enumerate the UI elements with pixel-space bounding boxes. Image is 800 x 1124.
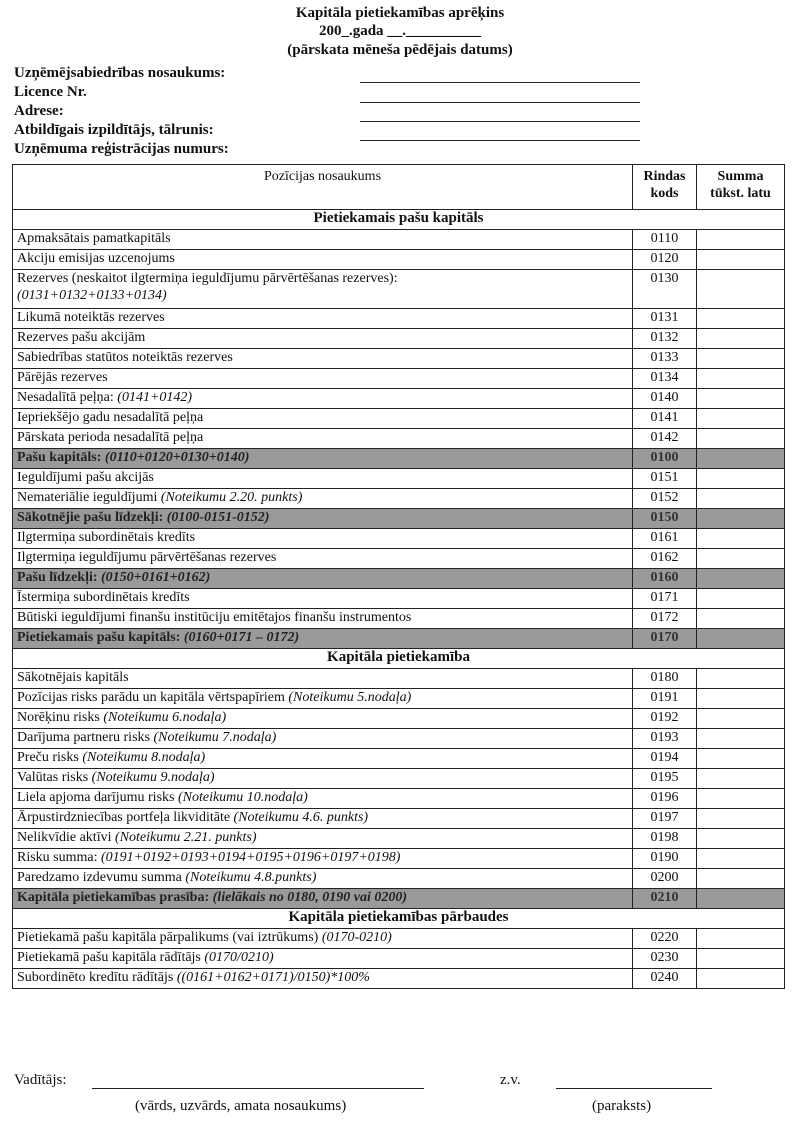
capital-table [12, 164, 785, 989]
row-sum-cell[interactable] [697, 729, 785, 749]
row-label: Iepriekšējo gadu nesadalītā peļņa [17, 410, 204, 425]
row-sum-cell[interactable] [697, 669, 785, 689]
row-code: 0194 [633, 749, 697, 769]
table-row [13, 709, 785, 729]
row-name [13, 369, 633, 389]
director-line[interactable] [92, 1088, 424, 1089]
row-name [13, 809, 633, 829]
row-name [13, 729, 633, 749]
row-formula: (0110+0120+0130+0140) [104, 450, 250, 465]
row-sum-cell[interactable] [697, 469, 785, 489]
address-label: Adrese: [14, 103, 64, 119]
table-row [13, 929, 785, 949]
row-code: 0132 [633, 329, 697, 349]
row-sum-cell[interactable] [697, 329, 785, 349]
table-row [13, 889, 785, 909]
table-row [13, 689, 785, 709]
row-formula: (0160+0171 – 0172) [183, 630, 300, 645]
row-name [13, 569, 633, 589]
company-name-label: Uzņēmējsabiedrības nosaukums: [14, 65, 226, 81]
row-code: 0160 [633, 569, 697, 589]
section-row [13, 210, 785, 230]
row-sum-cell[interactable] [697, 489, 785, 509]
row-name [13, 349, 633, 369]
row-code: 0142 [633, 429, 697, 449]
row-name [13, 429, 633, 449]
row-code: 0172 [633, 609, 697, 629]
row-label: Ilgtermiņa ieguldījumu pārvērtēšanas rezerves [17, 550, 277, 565]
row-sum-cell[interactable] [697, 789, 785, 809]
row-sum-cell[interactable] [697, 849, 785, 869]
row-formula: (Noteikumu 7.nodaļa) [153, 730, 277, 745]
row-code: 0170 [633, 629, 697, 649]
row-name [13, 769, 633, 789]
row-formula: (lielākais no 0180, 0190 vai 0200) [212, 890, 408, 905]
row-formula: (Noteikumu 5.nodaļa) [288, 690, 412, 705]
row-label: Nemateriālie ieguldījumi [17, 490, 158, 505]
table-row [13, 509, 785, 529]
row-code: 0140 [633, 389, 697, 409]
row-code: 0100 [633, 449, 697, 469]
row-sum-cell[interactable] [697, 509, 785, 529]
table-row [13, 849, 785, 869]
row-sum-cell[interactable] [697, 689, 785, 709]
row-formula: (0141+0142) [117, 390, 193, 405]
row-name [13, 709, 633, 729]
licence-line[interactable] [360, 102, 640, 103]
row-sum-cell[interactable] [697, 569, 785, 589]
row-code: 0210 [633, 889, 697, 909]
signature-line[interactable] [556, 1088, 712, 1089]
col-sum-header: Summa tūkst. latu [697, 165, 785, 210]
row-sum-cell[interactable] [697, 709, 785, 729]
row-label: Ilgtermiņa subordinētais kredīts [17, 530, 196, 545]
row-label: Nelikvīdie aktīvi [17, 830, 112, 845]
row-sum-cell[interactable] [697, 409, 785, 429]
row-code: 0193 [633, 729, 697, 749]
table-row [13, 869, 785, 889]
row-name [13, 689, 633, 709]
row-name [13, 629, 633, 649]
row-name [13, 849, 633, 869]
table-row [13, 769, 785, 789]
table-row [13, 729, 785, 749]
row-label: Pietiekamais pašu kapitāls: [17, 630, 181, 645]
section-title: Pietiekamais pašu kapitāls [13, 210, 785, 230]
row-label: Ārpustirdzniecības portfeļa likviditāte [17, 810, 231, 825]
row-label: Risku summa: [17, 850, 98, 865]
row-code: 0131 [633, 309, 697, 329]
table-row [13, 609, 785, 629]
table-row [13, 569, 785, 589]
table-row [13, 469, 785, 489]
row-sum-cell[interactable] [697, 309, 785, 329]
row-code: 0150 [633, 509, 697, 529]
row-code: 0141 [633, 409, 697, 429]
row-sum-cell[interactable] [697, 549, 785, 569]
row-formula: (Noteikumu 4.6. punkts) [233, 810, 369, 825]
row-code: 0230 [633, 949, 697, 969]
row-sum-cell[interactable] [697, 969, 785, 989]
name-caption: (vārds, uzvārds, amata nosaukums) [135, 1098, 347, 1114]
row-name [13, 869, 633, 889]
table-row [13, 270, 785, 309]
row-formula: (0191+0192+0193+0194+0195+0196+0197+0198) [101, 850, 401, 865]
table-row [13, 329, 785, 349]
row-formula: (0170-0210) [321, 930, 392, 945]
row-code: 0152 [633, 489, 697, 509]
row-formula: (0150+0161+0162) [101, 570, 211, 585]
row-code: 0151 [633, 469, 697, 489]
row-sum-cell[interactable] [697, 929, 785, 949]
row-label: Subordinēto kredītu rādītājs [17, 970, 174, 985]
table-row [13, 629, 785, 649]
row-sum-cell[interactable] [697, 589, 785, 609]
row-name [13, 749, 633, 769]
table-row [13, 589, 785, 609]
row-label: Liela apjoma darījumu risks [17, 790, 175, 805]
row-formula: (0100-0151-0152) [166, 510, 270, 525]
row-label: Nesadalītā peļņa: [17, 390, 114, 405]
row-label: Sabiedrības statūtos noteiktās rezerves [17, 350, 233, 365]
row-label: Pietiekamā pašu kapitāla rādītājs [17, 950, 201, 965]
row-label: Pārējās rezerves [17, 370, 108, 385]
executor-line[interactable] [360, 140, 640, 141]
row-name [13, 250, 633, 270]
row-name [13, 230, 633, 250]
row-code: 0196 [633, 789, 697, 809]
section-title: Kapitāla pietiekamība [13, 649, 785, 669]
row-code: 0171 [633, 589, 697, 609]
row-label: Rezerves (neskaitot ilgtermiņa ieguldījumu pārvērtēšanas rezerves): [17, 271, 398, 286]
registration-label: Uzņēmuma reģistrācijas numurs: [14, 141, 229, 157]
row-label: Pietiekamā pašu kapitāla pārpalikums (vai iztrūkums) [17, 930, 319, 945]
table-row [13, 489, 785, 509]
company-name-line[interactable] [360, 82, 640, 83]
row-name [13, 409, 633, 429]
row-code: 0191 [633, 689, 697, 709]
row-label: Pozīcijas risks parādu un kapitāla vērtspapīriem [17, 690, 285, 705]
row-formula: (Noteikumu 6.nodaļa) [103, 710, 227, 725]
row-name [13, 549, 633, 569]
row-formula: (Noteikumu 4.8.punkts) [185, 870, 317, 885]
date-line: 200_.gada __.__________ [318, 23, 482, 39]
table-row [13, 529, 785, 549]
row-sum-cell[interactable] [697, 429, 785, 449]
table-row [13, 829, 785, 849]
row-sum-cell[interactable] [697, 250, 785, 270]
row-code: 0180 [633, 669, 697, 689]
row-name [13, 829, 633, 849]
row-label: Valūtas risks [17, 770, 89, 785]
row-name [13, 669, 633, 689]
row-code: 0198 [633, 829, 697, 849]
row-name [13, 329, 633, 349]
row-sum-cell[interactable] [697, 270, 785, 309]
row-sum-cell[interactable] [697, 529, 785, 549]
row-code: 0120 [633, 250, 697, 270]
row-label: Preču risks [17, 750, 79, 765]
row-code: 0133 [633, 349, 697, 369]
section-row [13, 649, 785, 669]
table-row [13, 250, 785, 270]
table-row [13, 969, 785, 989]
row-sum-cell[interactable] [697, 230, 785, 250]
row-sum-cell[interactable] [697, 809, 785, 829]
row-code: 0162 [633, 549, 697, 569]
row-label: Sākotnējais kapitāls [17, 670, 129, 685]
row-sum-cell[interactable] [697, 449, 785, 469]
row-code: 0197 [633, 809, 697, 829]
table-row [13, 409, 785, 429]
row-code: 0130 [633, 270, 697, 309]
row-formula: (0170/0210) [204, 950, 274, 965]
row-label: Sākotnējie pašu līdzekļi: [17, 510, 164, 525]
col-name-header: Pozīcijas nosaukums [13, 165, 633, 210]
row-sum-cell[interactable] [697, 889, 785, 909]
row-name [13, 489, 633, 509]
row-name [13, 589, 633, 609]
row-code: 0192 [633, 709, 697, 729]
row-name [13, 309, 633, 329]
row-label: Paredzamo izdevumu summa [17, 870, 182, 885]
address-line[interactable] [360, 121, 640, 122]
row-label: Likumā noteiktās rezerves [17, 310, 165, 325]
row-formula: (Noteikumu 2.21. punkts) [114, 830, 257, 845]
row-name [13, 969, 633, 989]
row-label: Darījuma partneru risks [17, 730, 150, 745]
row-name [13, 509, 633, 529]
row-label: Pašu kapitāls: [17, 450, 102, 465]
table-body [13, 210, 785, 989]
row-sum-cell[interactable] [697, 389, 785, 409]
row-sum-cell[interactable] [697, 949, 785, 969]
row-name [13, 789, 633, 809]
row-code: 0110 [633, 230, 697, 250]
date-note: (pārskata mēneša pēdējais datums) [287, 42, 513, 58]
row-sum-cell[interactable] [697, 829, 785, 849]
row-code: 0220 [633, 929, 697, 949]
table-row [13, 389, 785, 409]
row-label: Akciju emisijas uzcenojums [17, 251, 175, 266]
table-row [13, 809, 785, 829]
row-sum-cell[interactable] [697, 609, 785, 629]
row-sum-cell[interactable] [697, 349, 785, 369]
stamp-label: z.v. [500, 1072, 521, 1088]
row-code: 0134 [633, 369, 697, 389]
signature-caption: (paraksts) [592, 1098, 652, 1114]
row-label: Rezerves pašu akcijām [17, 330, 146, 345]
row-sum-cell[interactable] [697, 869, 785, 889]
row-label: Īstermiņa subordinētais kredīts [17, 590, 190, 605]
row-code: 0195 [633, 769, 697, 789]
row-name [13, 949, 633, 969]
row-code: 0190 [633, 849, 697, 869]
row-label: Pārskata perioda nesadalītā peļņa [17, 430, 204, 445]
row-name [13, 270, 633, 309]
executor-label: Atbildīgais izpildītājs, tālrunis: [14, 122, 214, 138]
row-sum-cell[interactable] [697, 749, 785, 769]
row-formula: (Noteikumu 8.nodaļa) [82, 750, 206, 765]
row-label: Norēķinu risks [17, 710, 100, 725]
table-row [13, 789, 785, 809]
row-sum-cell[interactable] [697, 369, 785, 389]
row-name [13, 529, 633, 549]
section-title: Kapitāla pietiekamības pārbaudes [13, 909, 785, 929]
row-name [13, 929, 633, 949]
table-row [13, 429, 785, 449]
row-name [13, 889, 633, 909]
row-formula: (Noteikumu 2.20. punkts) [160, 490, 303, 505]
row-formula: (0131+0132+0133+0134) [17, 288, 167, 303]
row-label: Apmaksātais pamatkapitāls [17, 231, 171, 246]
row-name [13, 389, 633, 409]
row-label: Pašu līdzekļi: [17, 570, 98, 585]
table-row [13, 369, 785, 389]
licence-label: Licence Nr. [14, 84, 87, 100]
table-row [13, 949, 785, 969]
row-formula: (Noteikumu 9.nodaļa) [91, 770, 215, 785]
table-row [13, 349, 785, 369]
row-name [13, 449, 633, 469]
row-formula: (Noteikumu 10.nodaļa) [177, 790, 308, 805]
section-row [13, 909, 785, 929]
table-row [13, 449, 785, 469]
row-name [13, 609, 633, 629]
table-row [13, 749, 785, 769]
row-formula: ((0161+0162+0171)/0150)*100% [176, 970, 370, 985]
row-sum-cell[interactable] [697, 629, 785, 649]
table-row [13, 230, 785, 250]
row-label: Būtiski ieguldījumi finanšu institūciju emitētajos finanšu instrumentos [17, 610, 412, 625]
director-label: Vadītājs: [14, 1072, 67, 1088]
table-row [13, 309, 785, 329]
row-code: 0161 [633, 529, 697, 549]
col-code-header: Rindas kods [633, 165, 697, 210]
table-row [13, 549, 785, 569]
row-sum-cell[interactable] [697, 769, 785, 789]
row-label: Ieguldījumi pašu akcijās [17, 470, 154, 485]
row-code: 0240 [633, 969, 697, 989]
row-code: 0200 [633, 869, 697, 889]
row-name [13, 469, 633, 489]
form-title: Kapitāla pietiekamības aprēķins [295, 5, 505, 21]
table-row [13, 669, 785, 689]
row-label: Kapitāla pietiekamības prasība: [17, 890, 210, 905]
